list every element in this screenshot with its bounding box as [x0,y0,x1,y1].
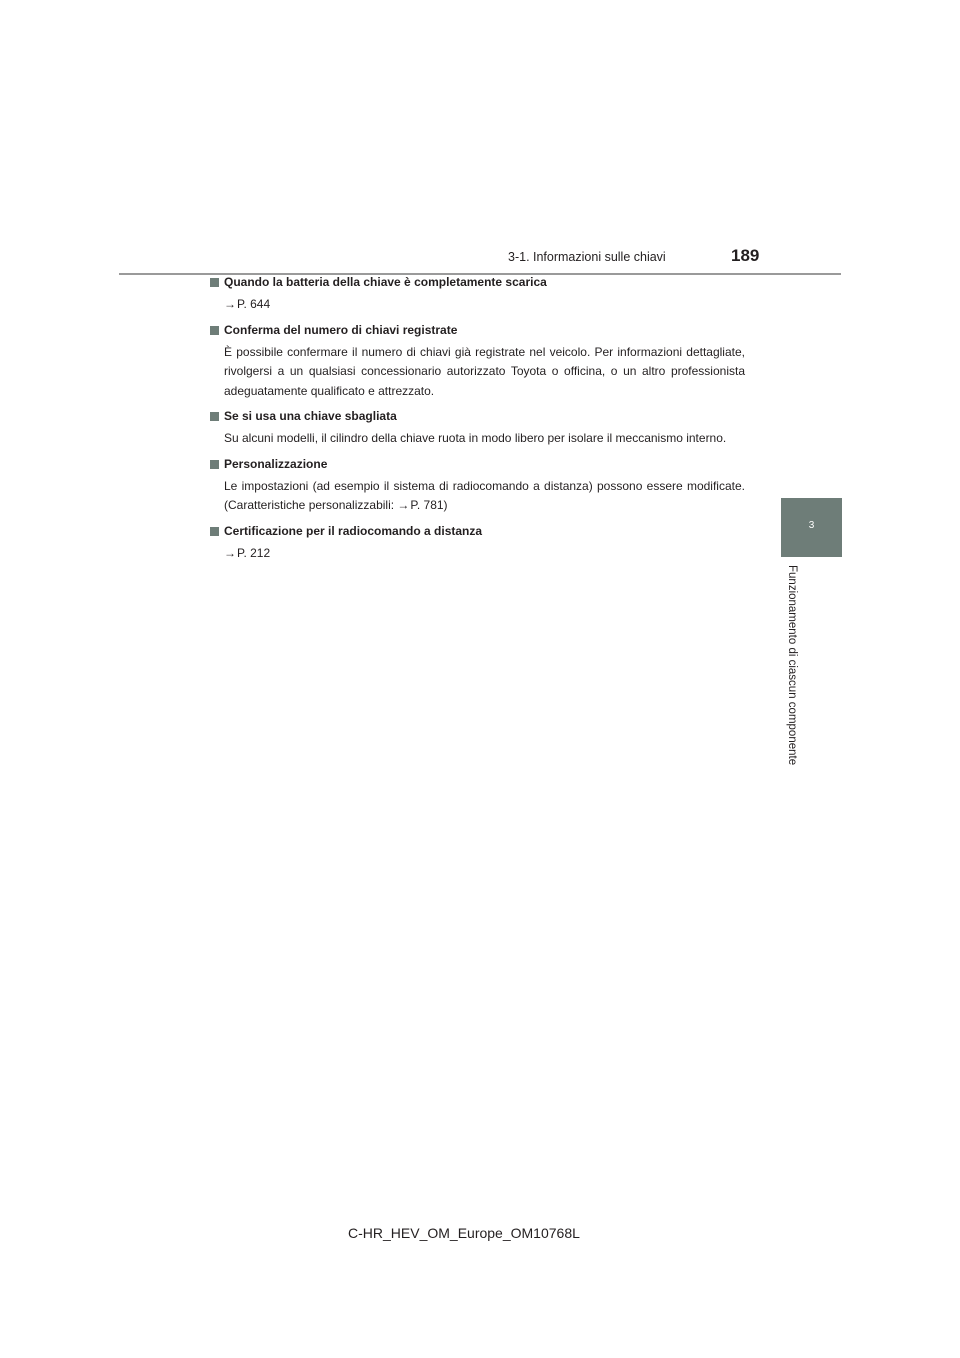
square-bullet-icon [210,527,219,536]
page-reference-link[interactable]: P. 644 [237,297,271,311]
section-heading-text: Certificazione per il radiocomando a distanza [224,523,483,538]
section-title: 3-1. Informazioni sulle chiavi [508,250,666,264]
section-heading [210,523,745,540]
section-heading-text: Personalizzazione [224,456,328,471]
page-reference-link[interactable]: P. 781) [410,498,448,512]
section-dead-key-battery [210,274,745,315]
arrow-right-icon: → [397,498,410,512]
square-bullet-icon [210,412,219,421]
chapter-title-container [786,565,806,795]
section-heading-text: Se si usa una chiave sbagliata [224,409,397,423]
section-customization [210,456,745,516]
chapter-title: Funzionamento di ciascun componente [786,565,798,766]
section-body [210,295,745,315]
section-registered-keys [210,322,745,402]
arrow-right-icon: → [224,545,236,560]
document-code: C-HR_HEV_OM_Europe_OM10768L [348,1225,580,1241]
section-remote-certification [210,523,745,564]
section-heading [210,274,745,291]
section-heading [210,456,745,473]
chapter-tab[interactable] [781,498,842,557]
section-body [210,544,745,564]
section-heading [210,322,745,339]
main-content [210,274,745,570]
page-reference-link[interactable]: P. 212 [237,545,271,560]
page-number: 189 [731,246,760,265]
square-bullet-icon [210,278,219,287]
section-body: È possibile confermare il numero di chiavi già registrate nel veicolo. Per informazioni dettagliate, rivolgersi a un qualsiasi concessionario autorizzato Toyota o officina, o un altro professionista adeguatamente qualificato e attrezzato. [224,344,745,398]
square-bullet-icon [210,326,219,335]
section-body-text: Le impostazioni (ad esempio il sistema di radiocomando a distanza) possono essere modificate. (Caratteristiche personalizzabili: [224,478,745,512]
chapter-number: 3 [808,520,815,531]
section-heading-text: Conferma del numero di chiavi registrate [224,322,458,337]
section-body [210,477,745,516]
square-bullet-icon [210,460,219,469]
section-heading-text: Quando la batteria della chiave è completamente scarica [224,275,547,289]
arrow-right-icon: → [224,297,236,311]
section-body: Su alcuni modelli, il cilindro della chiave ruota in modo libero per isolare il meccanismo interno. [224,431,727,445]
section-wrong-key [210,408,745,449]
section-heading [210,408,745,425]
